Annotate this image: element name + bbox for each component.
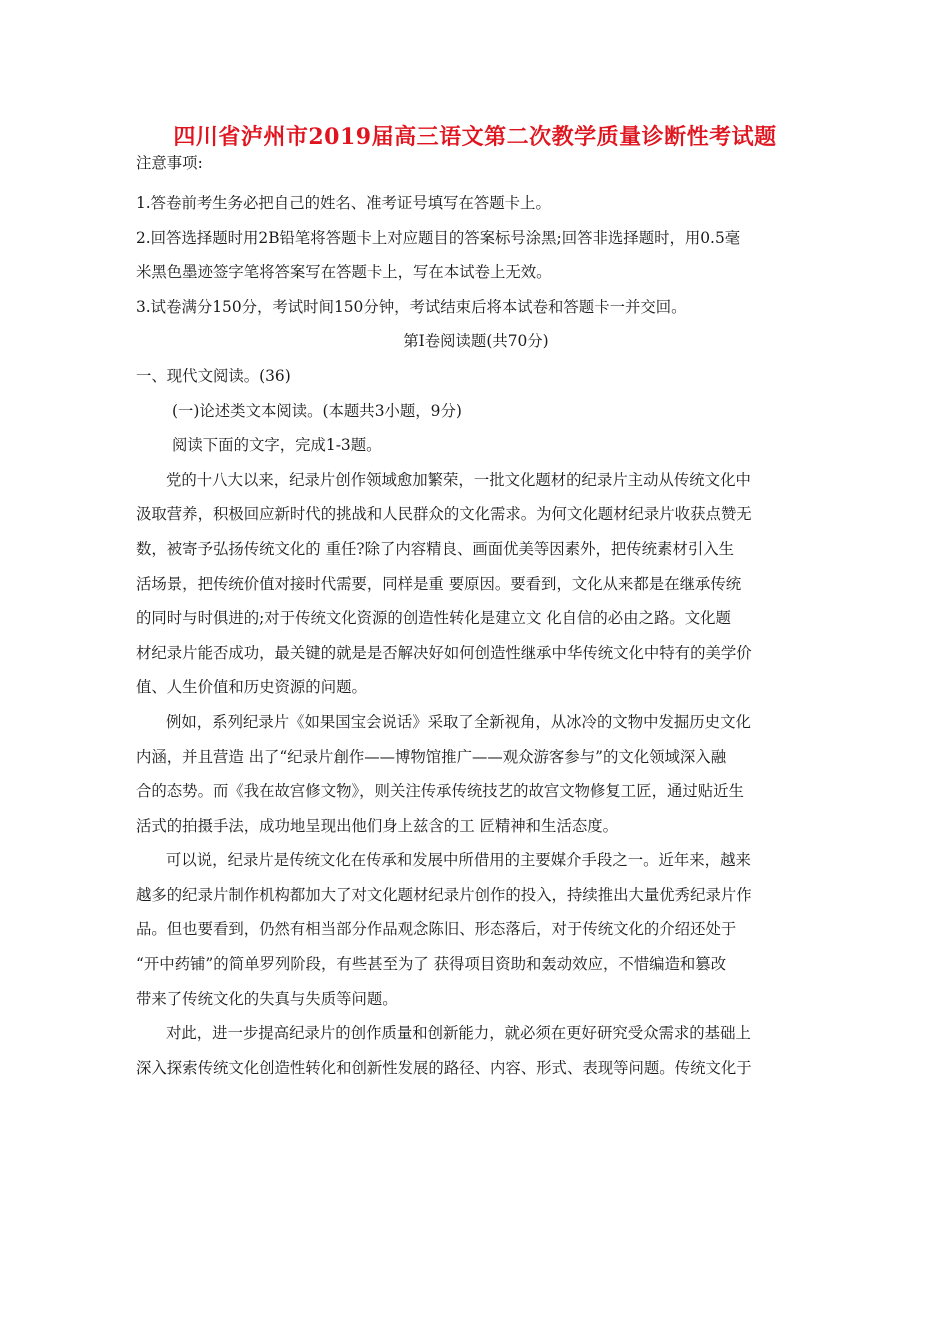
paragraph-line: 越多的纪录片制作机构都加大了对文化题材纪录片创作的投入，持续推出大量优秀纪录片作	[136, 885, 752, 904]
paragraph-line: 带来了传统文化的失真与失质等问题。	[136, 989, 398, 1008]
paragraph-line: 活场景，把传统价值对接时代需要，同样是重 要原因。要看到，文化从来都是在继承传统	[136, 574, 742, 593]
paragraph-line: 汲取营养，积极回应新时代的挑战和人民群众的文化需求。为何文化题材纪录片收获点赞无	[136, 505, 752, 524]
volume-title: 第Ⅰ卷阅读题(共70分)	[403, 332, 549, 351]
paragraph-3	[136, 843, 816, 1016]
paragraph-line: 合的态势。而《我在故宫修文物》，则关注传承传统技艺的故宫文物修复工匠，通过贴近生	[136, 782, 744, 801]
paragraph-line: 活式的拍摄手法，成功地呈现出他们身上兹含的工 匠精神和生活态度。	[136, 816, 619, 835]
paragraph-line: 品。但也要看到，仍然有相当部分作品观念陈旧、形态落后，对于传统文化的介绍还处于	[136, 920, 737, 939]
notice-item: 米黑色墨迹签字笔将答案写在答题卡上，写在本试卷上无效。	[136, 263, 552, 282]
paragraph-line: 数，被寄予弘扬传统文化的 重任?除了内容精良、画面优美等因素外，把传统素材引入生	[136, 539, 734, 558]
notice-item: 3.试卷满分150分，考试时间150分钟，考试结束后将本试卷和答题卡一并交回。	[136, 297, 687, 316]
paragraph-line: 对此，进一步提高纪录片的创作质量和创新能力，就必须在更好研究受众需求的基础上	[166, 1024, 751, 1043]
paragraph-line: 例如，系列纪录片《如果国宝会说话》采取了全新视角，从冰冷的文物中发掘历史文化	[166, 712, 751, 731]
paragraph-line: 内涵，并且营造 出了“纪录片創作——博物馆推广——观众游客参与”的文化领域深入融	[136, 747, 727, 766]
paragraph-1	[136, 463, 816, 705]
paragraph-line: 可以说，纪录片是传统文化在传承和发展中所借用的主要媒介手段之一。近年来，越来	[166, 851, 751, 870]
paragraph-line: 值、人生价值和历史资源的问题。	[136, 678, 367, 697]
section-heading: 一、现代文阅读。(36)	[136, 366, 291, 385]
document-title: 四川省泸州市2019届高三语文第二次教学质量诊断性考试题	[173, 124, 777, 150]
paragraph-line: “开中药铺”的简单罗列阶段，有些甚至为了 获得项目资助和轰动效应，不惜编造和篡改	[136, 955, 727, 974]
notice-item: 2.回答选择题时用2B铅笔将答题卡上对应题目的答案标号涂黑;回答非选择题时，用0.5毫	[136, 228, 741, 247]
paragraph-2	[136, 705, 816, 843]
paragraph-4	[136, 1016, 816, 1085]
document-body	[136, 148, 816, 1085]
reading-instruction: 阅读下面的文字，完成1-3题。	[172, 436, 382, 455]
paragraph-line: 的同时与时俱进的;对于传统文化资源的创造性转化是建立文 化自信的必由之路。文化题	[136, 609, 731, 628]
notice-item: 1.答卷前考生务必把自己的姓名、准考证号填写在答题卡上。	[136, 194, 551, 212]
paragraph-line: 党的十八大以来，纪录片创作领域愈加繁荣，一批文化题材的纪录片主动从传统文化中	[166, 470, 751, 489]
notice-heading: 注意事项:	[136, 154, 203, 172]
paragraph-line: 深入探索传统文化创造性转化和创新性发展的路径、内容、形式、表现等问题。传统文化于	[136, 1058, 752, 1077]
subsection-heading: (一)论述类文本阅读。(本题共3小题，9分)	[172, 401, 462, 420]
paragraph-line: 材纪录片能否成功，最关键的就是是否解决好如何创造性继承中华传统文化中特有的美学价	[136, 643, 752, 662]
